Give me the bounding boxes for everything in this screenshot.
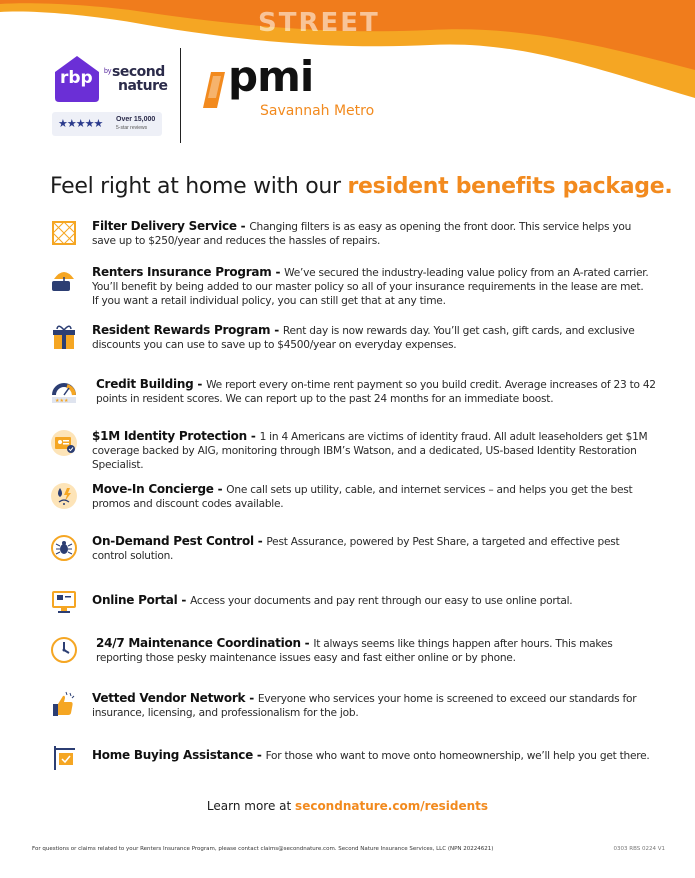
thumbs-up-icon bbox=[50, 691, 78, 719]
title-prefix: Feel right at home with our bbox=[50, 174, 348, 199]
benefit-desc: Rent day is now rewards day. You’ll get cash, gift cards, and exclusive discounts you can use to save up to $4500/year on everyday expenses. bbox=[92, 325, 635, 351]
review-badge bbox=[52, 112, 162, 136]
pmi-location: Savannah Metro bbox=[260, 103, 375, 119]
benefit-title: $1M Identity Protection - bbox=[92, 429, 260, 443]
pmi-logo-text: pmi bbox=[228, 52, 314, 101]
benefit-desc: Pest Assurance, powered by Pest Share, a targeted and effective pest control solution. bbox=[92, 536, 620, 562]
benefit-desc: For those who want to move onto homeownership, we’ll help you get there. bbox=[265, 750, 650, 762]
credit-gauge-icon bbox=[50, 377, 78, 405]
benefit-title: Move-In Concierge - bbox=[92, 482, 227, 496]
filter-icon bbox=[50, 219, 78, 247]
learn-more bbox=[0, 799, 695, 813]
benefit-title: Resident Rewards Program - bbox=[92, 323, 283, 337]
benefit-title: Vetted Vendor Network - bbox=[92, 691, 258, 705]
footer-disclaimer: For questions or claims related to your Renters Insurance Program, please contact claims@secondnature.com. Second Nature Insurance Services, LLC (NPN 20224621) bbox=[32, 846, 494, 852]
monitor-icon bbox=[50, 588, 78, 616]
benefit-title: On-Demand Pest Control - bbox=[92, 534, 267, 548]
id-card-icon bbox=[50, 429, 78, 457]
learn-more-link[interactable]: secondnature.com/residents bbox=[295, 799, 489, 813]
benefit-desc: One call sets up utility, cable, and internet services – and helps you get the best promos and discount codes available. bbox=[92, 484, 633, 510]
second-nature-logo-line1: second bbox=[112, 64, 165, 80]
benefit-title: Filter Delivery Service - bbox=[92, 219, 250, 233]
rbp-by: by bbox=[104, 68, 112, 75]
benefit-desc: Everyone who services your home is screened to exceed our standards for insurance, licensing, and professionalism for the job. bbox=[92, 693, 637, 719]
benefit-desc: 1 in 4 Americans are victims of identity fraud. All adult leaseholders get $1M coverage backed by AIG, monitoring through IBM’s Watson, and a dedicated, US-based Identity Restoration Specialist. bbox=[92, 431, 648, 471]
svg-text:★★★: ★★★ bbox=[55, 398, 69, 404]
second-nature-logo-line2: nature bbox=[118, 78, 168, 94]
header-watermark: STREET bbox=[258, 8, 380, 38]
bug-icon bbox=[50, 534, 78, 562]
gift-icon bbox=[50, 323, 78, 351]
benefit-title: Credit Building - bbox=[96, 377, 207, 391]
benefit-desc: We’ve secured the industry-leading value policy from an A-rated carrier. You’ll benefit by being added to our master policy so all of your insurance requirements in the lease are met. If you want a retail individual policy, you can still get that at any time. bbox=[92, 267, 649, 307]
footer-code: 0303 RBS 0224 V1 bbox=[613, 846, 665, 852]
umbrella-icon bbox=[50, 265, 78, 293]
clock-icon bbox=[50, 636, 78, 664]
review-stars-icon: ★★★★★ bbox=[58, 118, 103, 130]
logo-divider bbox=[180, 48, 181, 143]
benefit-desc: Access your documents and pay rent through our easy to use online portal. bbox=[190, 595, 573, 607]
benefit-desc: It always seems like things happen after hours. This makes reporting those pesky maintenance issues easy and fast either online or by phone. bbox=[96, 638, 613, 664]
utilities-icon bbox=[50, 482, 78, 510]
pmi-mark-icon bbox=[203, 72, 225, 108]
benefit-title: Home Buying Assistance - bbox=[92, 748, 266, 762]
learn-more-prefix: Learn more at bbox=[206, 799, 296, 813]
benefit-desc: Changing filters is as easy as opening the front door. This service helps you save up to $250/year and reduces the hassles of repairs. bbox=[92, 221, 632, 247]
benefit-title: Online Portal - bbox=[92, 593, 191, 607]
benefit-title: Renters Insurance Program - bbox=[92, 265, 285, 279]
rbp-logo-text: rbp bbox=[60, 68, 93, 88]
title-highlight: resident benefits package. bbox=[347, 174, 673, 199]
review-label: 5-star reviews bbox=[116, 125, 148, 131]
sign-icon bbox=[50, 743, 78, 771]
benefit-title: 24/7 Maintenance Coordination - bbox=[96, 636, 314, 650]
benefit-desc: We report every on-time rent payment so you build credit. Average increases of 23 to 42 points in resident scores. We can report up to the past 24 months for an immediate boost. bbox=[96, 379, 656, 405]
page-title bbox=[50, 174, 672, 199]
review-count: Over 15,000 bbox=[116, 116, 156, 123]
